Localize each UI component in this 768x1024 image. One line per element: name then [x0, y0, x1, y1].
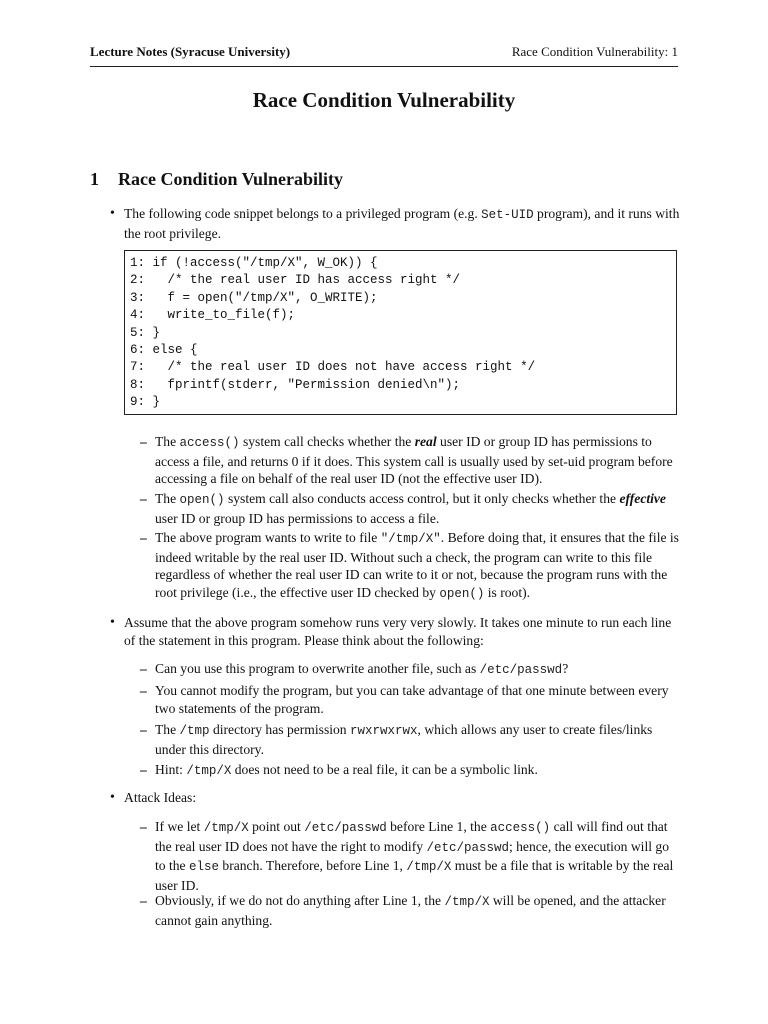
subitem-one-minute — [155, 682, 680, 717]
text-span: , which allows any user to create files/links under this directory. — [155, 722, 653, 757]
section-heading — [90, 169, 343, 190]
code-line: 9: } — [130, 395, 161, 410]
text-span: must be a file that is writable by the real user ID. — [155, 858, 674, 893]
code-inline: else — [188, 860, 219, 874]
code-inline: /tmp/X — [444, 895, 490, 909]
text-span: If we let — [155, 819, 204, 834]
code-line: 8: fprintf(stderr, "Permission denied\n"); — [130, 377, 461, 392]
code-inline: rwxrwxrwx — [350, 724, 418, 738]
section-title: Race Condition Vulnerability — [118, 169, 344, 189]
code-inline: /tmp/X — [406, 860, 452, 874]
code-inline: /etc/passwd — [304, 821, 387, 835]
text-span: . Before doing that, it ensures that the file is indeed writable by the real user ID. Without such a check, the program can write to this file regardless of whether the real user ID can write to it or not, because the program runs with the root privilege (i.e., the effective user ID checked by — [155, 530, 679, 600]
section-number: 1 — [90, 169, 99, 189]
emphasis: effective — [619, 491, 666, 506]
code-inline: open() — [439, 586, 485, 601]
text-span: call will find out that the real user ID does not have the right to modify — [155, 819, 668, 854]
text-span: branch. Therefore, before Line 1, — [219, 858, 407, 873]
text-span: is root). — [484, 584, 531, 600]
text-span: point out — [248, 819, 305, 834]
header-page-label: Race Condition Vulnerability: 1 — [511, 44, 678, 59]
bullet-slow-program — [124, 614, 680, 649]
code-listing — [124, 250, 677, 415]
subitem-open-call — [155, 490, 680, 527]
text-span: user ID or group ID has permissions to access a file. — [155, 510, 440, 526]
text-span: Can you use this program to overwrite another file, such as — [155, 661, 480, 676]
code-line: 5: } — [130, 325, 161, 340]
text-span: ; hence, the execution will go to the — [155, 838, 670, 873]
code-line: 2: /* the real user ID has access right */ — [130, 273, 461, 288]
subitem-attack-obvious — [155, 892, 680, 929]
text-span: The — [155, 434, 180, 449]
code-line: 6: else { — [130, 343, 198, 358]
text-span: program), and it runs with the root privilege. — [124, 206, 680, 241]
text-span: Hint: — [155, 762, 187, 777]
subitem-attack-symlink — [155, 818, 680, 894]
code-inline: /tmp — [179, 724, 210, 738]
text-span: The — [155, 491, 180, 506]
text-span: The above program wants to write to file — [155, 530, 381, 545]
text-span: directory has permission — [209, 722, 351, 737]
text-span: system call checks whether the — [239, 434, 415, 449]
code-inline: "/tmp/X" — [380, 532, 441, 546]
header-course: Lecture Notes (Syracuse University) — [90, 44, 291, 59]
text-span: The following code snippet belongs to a privileged program (e.g. — [124, 206, 482, 221]
text-span: • Assume that the above program somehow runs very very slowly. It takes one minute to run each line of the statement in this program. Please think about the following: — [124, 615, 672, 648]
code-line: 3: f = open("/tmp/X", O_WRITE); — [130, 290, 378, 305]
code-inline: /etc/passwd — [426, 840, 509, 855]
code-inline: open() — [179, 493, 225, 507]
text-span: will be opened, and the attacker cannot gain anything. — [155, 893, 666, 928]
code-line: 4: write_to_file(f); — [130, 308, 296, 323]
running-header — [90, 44, 678, 67]
bullet-attack-ideas — [124, 789, 680, 807]
text-span: The — [155, 722, 180, 737]
code-line: 1: if (!access("/tmp/X", W_OK)) { — [130, 256, 378, 270]
code-inline: /tmp/X — [186, 764, 232, 778]
subitem-overwrite-question — [155, 660, 680, 680]
text-span: system call also conducts access control, but it only checks whether the — [224, 491, 620, 506]
document-title: Race Condition Vulnerability — [252, 88, 516, 112]
text-span: does not need to be a real file, it can be a symbolic link. — [231, 762, 538, 777]
text-span: Obviously, if we do not do anything after Line 1, the — [155, 893, 445, 908]
code-line: 7: /* the real user ID does not have access right */ — [130, 360, 536, 375]
code-inline: /tmp/X — [203, 821, 249, 835]
code-inline: Set-UID — [481, 208, 534, 222]
code-inline: access() — [490, 821, 551, 835]
emphasis: real — [414, 434, 437, 449]
subitem-access-call — [155, 433, 680, 488]
text-span: • Attack Ideas: — [124, 790, 197, 805]
code-inline: access() — [179, 436, 240, 450]
subitem-program-write — [155, 529, 680, 603]
subitem-tmp-permission — [155, 721, 680, 758]
text-span: user ID or group ID has permissions to access a file, and returns 0 if it does. This system call is usually used by set-uid program before accessing a file on behalf of the real user ID (not the effective user ID). — [155, 434, 673, 486]
text-span: ? — [562, 661, 569, 676]
code-inline: /etc/passwd — [479, 663, 563, 677]
bullet-privileged-program — [124, 205, 680, 242]
text-span: – You cannot modify the program, but you can take advantage of that one minute between every two statements of the program. — [155, 683, 669, 716]
text-span: before Line 1, the — [386, 819, 491, 834]
subitem-hint — [155, 761, 680, 781]
